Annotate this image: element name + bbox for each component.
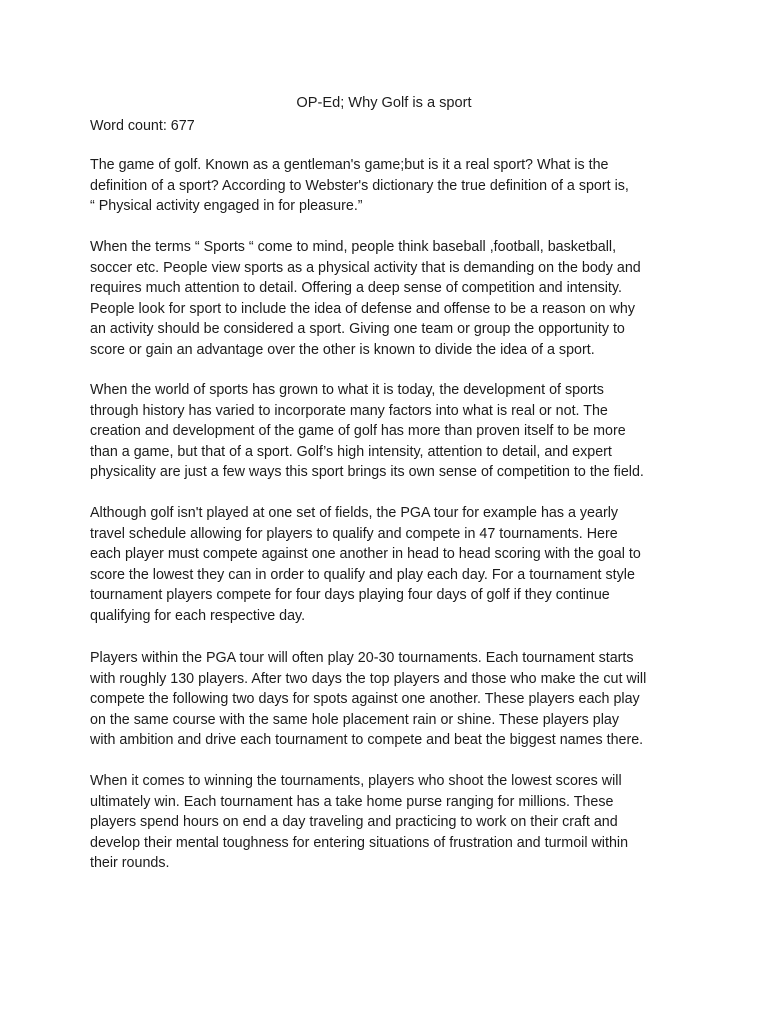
- paragraph-line: When the terms “ Sports “ come to mind, people think baseball ,football, basketball,: [90, 239, 617, 255]
- paragraph-line: When the world of sports has grown to what it is today, the development of sports: [90, 382, 604, 398]
- paragraph-line: on the same course with the same hole placement rain or shine. These players play: [90, 711, 620, 728]
- paragraph-3: [90, 380, 690, 483]
- paragraph-1: [90, 155, 690, 217]
- paragraph-line: creation and development of the game of golf has more than proven itself to be more: [90, 423, 626, 440]
- paragraph-2: [90, 237, 690, 361]
- paragraph-line: with roughly 130 players. After two days the top players and those who make the cut will: [90, 670, 647, 687]
- paragraph-line: requires much attention to detail. Offering a deep sense of competition and intensity.: [90, 280, 622, 297]
- paragraph-line: definition of a sport? According to Webster's dictionary the true definition of a sport is,: [90, 177, 629, 194]
- document-title: OP-Ed; Why Golf is a sport: [296, 95, 472, 111]
- word-count: Word count: 677: [90, 118, 195, 134]
- paragraph-line: tournament players compete for four days playing four days of golf if they continue: [90, 587, 610, 604]
- paragraph-line: score the lowest they can in order to qualify and play each day. For a tournament style: [90, 566, 635, 583]
- paragraph-line: an activity should be considered a sport. Giving one team or group the opportunity to: [90, 321, 625, 338]
- paragraph-line: Although golf isn't played at one set of fields, the PGA tour for example has a yearly: [90, 505, 619, 521]
- paragraph-line: When it comes to winning the tournaments, players who shoot the lowest scores will: [90, 773, 622, 789]
- paragraph-line: Players within the PGA tour will often play 20-30 tournaments. Each tournament starts: [90, 650, 634, 666]
- paragraph-line: qualifying for each respective day.: [90, 607, 306, 624]
- paragraph-line: develop their mental toughness for entering situations of frustration and turmoil within: [90, 834, 629, 851]
- paragraph-line: People look for sport to include the idea of defense and offense to be a reason on why: [90, 300, 635, 317]
- paragraph-line: compete the following two days for spots against one another. These players each play: [90, 691, 640, 708]
- paragraph-line: soccer etc. People view sports as a physical activity that is demanding on the body and: [90, 259, 641, 276]
- paragraph-line: players spend hours on end a day traveling and practicing to work on their craft and: [90, 814, 618, 831]
- paragraph-line: their rounds.: [90, 855, 170, 872]
- paragraph-line: physicality are just a few ways this sport brings its own sense of competition to the field.: [90, 464, 644, 481]
- paragraph-line: with ambition and drive each tournament to compete and beat the biggest names there.: [90, 732, 644, 749]
- paragraph-6: [90, 771, 690, 874]
- paragraph-4: [90, 503, 690, 627]
- paragraph-line: travel schedule allowing for players to qualify and compete in 47 tournaments. Here: [90, 525, 618, 542]
- paragraph-line: ultimately win. Each tournament has a take home purse ranging for millions. These: [90, 793, 614, 810]
- paragraph-5: [90, 648, 690, 751]
- paragraph-line: score or gain an advantage over the other is known to divide the idea of a sport.: [90, 341, 595, 358]
- paragraph-line: each player must compete against one another in head to head scoring with the goal to: [90, 546, 641, 563]
- paragraph-line: “ Physical activity engaged in for pleasure.”: [90, 198, 363, 215]
- paragraph-line: through history has varied to incorporate many factors into what is real or not. The: [90, 402, 608, 419]
- paragraph-line: than a game, but that of a sport. Golf’s high intensity, attention to detail, and expert: [90, 443, 612, 460]
- paragraph-line: The game of golf. Known as a gentleman's game;but is it a real sport? What is the: [90, 157, 609, 173]
